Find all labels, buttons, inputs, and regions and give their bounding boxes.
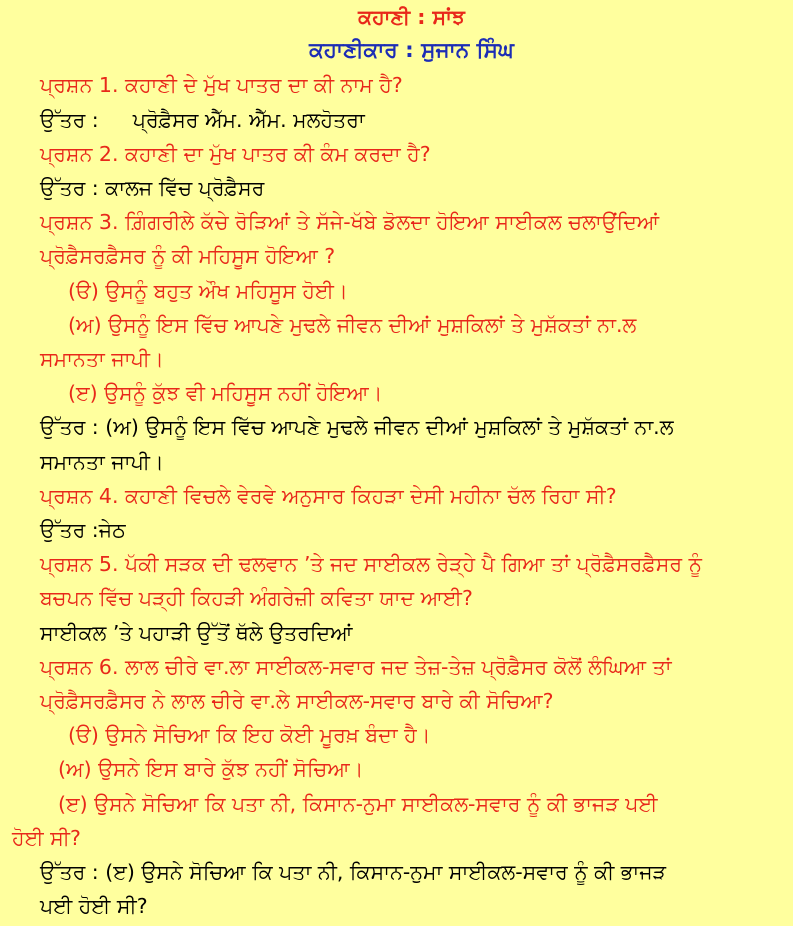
- answer-5: ਸਾਈਕਲ ’ਤੇ ਪਹਾੜੀ ਉੱਤੋਂ ਥੱਲੇ ਉਤਰਦਿਆਂ: [40, 620, 353, 645]
- question-6: ਪ੍ਰਸ਼ਨ 6. ਲਾਲ ਚੀਰੇ ਵਾ.ਲਾ ਸਾਈਕਲ-ਸਵਾਰ ਜਦ ਤੇਜ਼-ਤੇਜ਼ ਪ੍ਰੋਫ਼ੈਸਰ ਕੋਲੋਂ ਲੰਘਿਆ ਤਾਂ: [40, 654, 672, 679]
- answer-3-cont: ਸਮਾਨਤਾ ਜਾਪੀ।: [40, 449, 164, 474]
- option-6c-cont: ਹੋਈ ਸੀ?: [12, 825, 81, 850]
- answer-3: ਉੱਤਰ : (ਅ) ਉਸਨੂੰ ਇਸ ਵਿੱਚ ਆਪਣੇ ਮੁਢਲੇ ਜੀਵਨ ਦੀਆਂ ਮੁਸ਼ਕਿਲਾਂ ਤੇ ਮੁਸ਼ੱਕਤਾਂ ਨਾ.ਲ: [40, 415, 674, 440]
- story-title: ਕਹਾਣੀ : ਸਾਂਝ: [358, 5, 465, 29]
- answer-1-text: ਪ੍ਰੋਫ਼ੈਸਰ ਐੱਮ. ਐੱਮ. ਮਲਹੋਤਰਾ: [132, 107, 365, 132]
- option-6b: (ਅ) ਉਸਨੇ ਇਸ ਬਾਰੇ ਕੁੱਝ ਨਹੀਂ ਸੋਚਿਆ।: [58, 757, 364, 782]
- answer-2: ਉੱਤਰ : ਕਾਲਜ ਵਿੱਚ ਪ੍ਰੋਫ਼ੈਸਰ: [40, 176, 265, 201]
- story-author: ਕਹਾਣੀਕਾਰ : ਸੁਜਾਨ ਸਿੰਘ: [309, 38, 514, 64]
- answer-6: ਉੱਤਰ : (ੲ) ਉਸਨੇ ਸੋਚਿਆ ਕਿ ਪਤਾ ਨੀ, ਕਿਸਾਨ-ਨੁਮਾ ਸਾਈਕਲ-ਸਵਾਰ ਨੂੰ ਕੀ ਭਾਜੜ: [40, 860, 666, 885]
- question-5-cont: ਬਚਪਨ ਵਿੱਚ ਪੜ੍ਹੀ ਕਿਹੜੀ ਅੰਗਰੇਜ਼ੀ ਕਵਿਤਾ ਯਾਦ ਆਈ?: [40, 586, 473, 611]
- question-6-cont: ਪ੍ਰੋਫ਼ੈਸਰਫ਼ੈਸਰ ਨੇ ਲਾਲ ਚੀਰੇ ਵਾ.ਲੇ ਸਾਈਕਲ-ਸਵਾਰ ਬਾਰੇ ਕੀ ਸੋਚਿਆ?: [40, 689, 554, 714]
- option-3c: (ੲ) ਉਸਨੂੰ ਕੁੱਝ ਵੀ ਮਹਿਸੂਸ ਨਹੀਂ ਹੋਇਆ।: [68, 381, 383, 406]
- option-3b-cont: ਸਮਾਨਤਾ ਜਾਪੀ।: [40, 347, 164, 372]
- option-6c: (ੲ) ਉਸਨੇ ਸੋਚਿਆ ਕਿ ਪਤਾ ਨੀ, ਕਿਸਾਨ-ਨੁਮਾ ਸਾਈਕਲ-ਸਵਾਰ ਨੂੰ ਕੀ ਭਾਜੜ ਪਈ: [58, 791, 658, 816]
- question-4: ਪ੍ਰਸ਼ਨ 4. ਕਹਾਣੀ ਵਿਚਲੇ ਵੇਰਵੇ ਅਨੁਸਾਰ ਕਿਹੜਾ ਦੇਸੀ ਮਹੀਨਾ ਚੱਲ ਰਿਹਾ ਸੀ?: [40, 483, 617, 508]
- answer-1: [0, 103, 793, 137]
- option-3a: (ੳ) ਉਸਨੂੰ ਬਹੁਤ ਔਖ ਮਹਿਸੂਸ ਹੋਈ।: [68, 278, 348, 303]
- question-3: ਪ੍ਰਸ਼ਨ 3. ਗ਼ਿੰਗਰੀਲੇ ਕੱਚੇ ਰੋੜਿਆਂ ਤੇ ਸੱਜੇ-ਖੱਬੇ ਡੋਲਦਾ ਹੋਇਆ ਸਾਈਕਲ ਚਲਾਉਂਦਿਆਂ: [40, 210, 660, 235]
- option-6a: (ੳ) ਉਸਨੇ ਸੋਚਿਆ ਕਿ ਇਹ ਕੋਈ ਮੂਰਖ਼ ਬੰਦਾ ਹੈ।: [68, 723, 431, 748]
- question-5: ਪ੍ਰਸ਼ਨ 5. ਪੱਕੀ ਸੜਕ ਦੀ ਢਲਵਾਨ ’ਤੇ ਜਦ ਸਾਈਕਲ ਰੇੜ੍ਹੇ ਪੈ ਗਿਆ ਤਾਂ ਪ੍ਰੋਫ਼ੈਸਰਫ਼ੈਸਰ ਨੂੰ: [40, 552, 702, 577]
- option-3b: (ਅ) ਉਸਨੂੰ ਇਸ ਵਿੱਚ ਆਪਣੇ ਮੁਢਲੇ ਜੀਵਨ ਦੀਆਂ ਮੁਸ਼ਕਿਲਾਂ ਤੇ ਮੁਸ਼ੱਕਤਾਂ ਨਾ.ਲ: [68, 312, 637, 337]
- answer-4: ਉੱਤਰ :ਜੇਠ: [40, 518, 126, 543]
- answer-label: ਉੱਤਰ :: [40, 107, 99, 132]
- answer-6-cont: ਪਈ ਹੋਈ ਸੀ?: [40, 894, 148, 919]
- question-2: ਪ੍ਰਸ਼ਨ 2. ਕਹਾਣੀ ਦਾ ਮੁੱਖ ਪਾਤਰ ਕੀ ਕੰਮ ਕਰਦਾ ਹੈ?: [40, 141, 431, 166]
- question-3-cont: ਪ੍ਰੋਫ਼ੈਸਰਫ਼ੈਸਰ ਨੂੰ ਕੀ ਮਹਿਸੂਸ ਹੋਇਆ ?: [40, 244, 336, 269]
- question-1: ਪ੍ਰਸ਼ਨ 1. ਕਹਾਣੀ ਦੇ ਮੁੱਖ ਪਾਤਰ ਦਾ ਕੀ ਨਾਮ ਹੈ?: [40, 73, 403, 98]
